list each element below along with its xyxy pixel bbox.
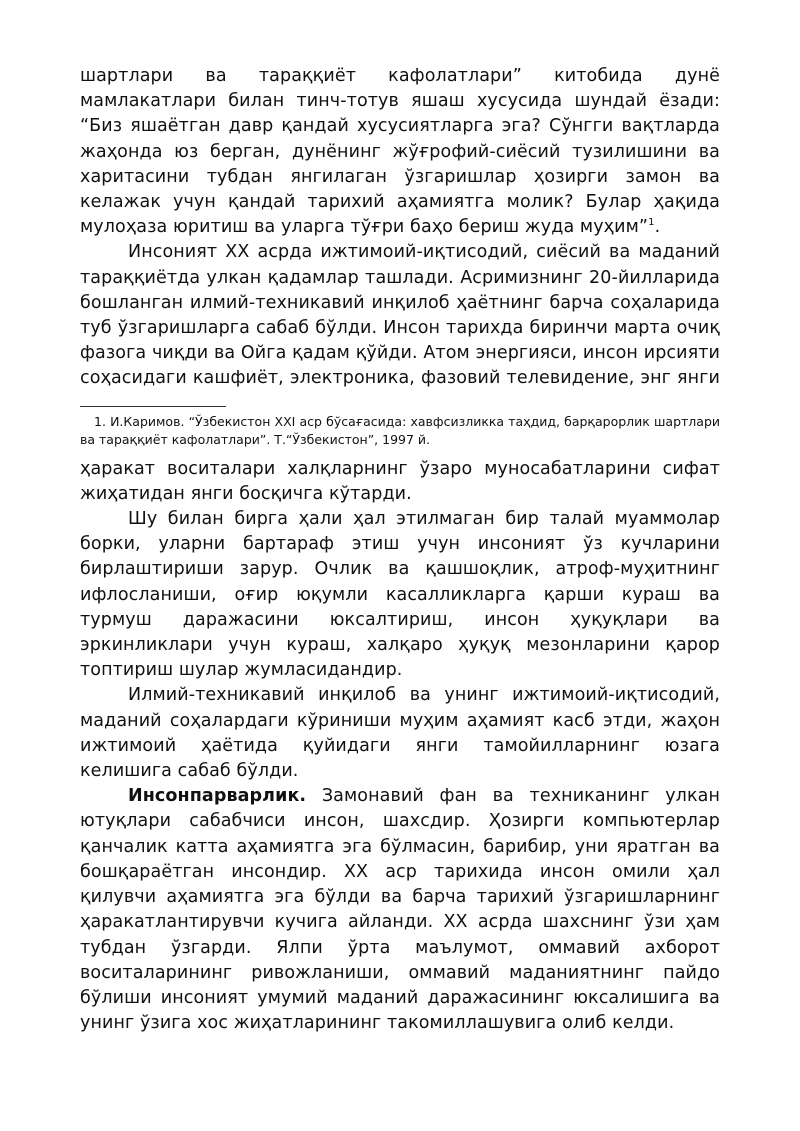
paragraph-humanism-text: Замонавий фан ва техниканинг улкан ютуқлари сабабчиси инсон, шахсдир. Ҳозирги компьютерлар қанчалик катта аҳамиятга эга бўлмасин, барибир, уни яратган ва бошқараётган инсондир. XX аср тарихида инсон омили ҳал қилувчи аҳамиятга эга бўлди ва барча тарихий ўзгаришларнинг ҳаракатлантирувчи кучига айланди. XX асрда шахснинг ўзи ҳам тубдан ўзгарди. Ялпи ўрта маълумот, оммавий ахборот воситаларининг ривожланиши, оммавий маданиятнинг пайдо бўлиши инсоният умумий маданий даражасининг юксалишига ва унинг ўзига хос жиҳатларининг такомиллашувига олиб келди. bbox=[80, 786, 720, 1034]
paragraph-humanism bbox=[80, 784, 720, 1036]
footnote-text: 1. И.Каримов. “Ўзбекистон XXI аср бўсағасида: хавфсизликка таҳдид, барқарорлик шартлари ва тараққиёт кафолатлари”. Т.“Ўзбекистон”, 1997 й. bbox=[80, 413, 720, 447]
footnote-reference[interactable]: 1 bbox=[648, 217, 655, 229]
paragraph-continuation: ҳаракат воситалари халқларнинг ўзаро муносабатларини сифат жиҳатидан янги босқичга кўтарди. bbox=[80, 458, 720, 504]
footnote-separator bbox=[80, 406, 226, 407]
paragraph-problems: Шу билан бирга ҳали ҳал этилмаган бир талай муаммолар борки, уларни бартараф этиш учун инсоният ўз кучларини бирлаштириши зарур. Очлик ва қашшоқлик, атроф-муҳитнинг ифлосланиши, оғир юқумли касалликларга қарши кураш ва турмуш даражасини юксалтириш, инсон ҳуқуқлари ва эркинликлари учун кураш, халқаро ҳуқуқ мезонларини қарор топтириш шулар жумласидандир. bbox=[80, 509, 720, 681]
section-heading-humanism: Инсонпарварлик. bbox=[128, 786, 307, 807]
paragraph-quote-end: . bbox=[654, 217, 661, 238]
paragraph-quote-text: шартлари ва тараққиёт кафолатлари” китобида дунё мамлакатлари билан тинч-тотув яшаш хусусида шундай ёзади: “Биз яшаётган давр қандай хусусиятларга эга? Сўнгги вақтларда жаҳонда юз берган, дунёнинг жўғрофий-сиёсий тузилишини ва харитасини тубдан янгилаган ўзгаришлар ҳозирги замон ва келажак учун қандай тарихий аҳамиятга молик? Булар ҳақида мулоҳаза юритиш ва уларга тўғри баҳо бериш жуда муҳим” bbox=[80, 66, 720, 238]
paragraph-revolution: Илмий-техникавий инқилоб ва унинг ижтимоий-иқтисодий, маданий соҳалардаги кўриниши муҳим аҳамият касб этди, жаҳон ижтимоий ҳаётида қуйидаги янги тамойилларнинг юзага келишига сабаб бўлди. bbox=[80, 685, 720, 782]
paragraph-quote bbox=[80, 64, 720, 240]
document-page bbox=[80, 64, 720, 1036]
paragraph-twentieth-century: Инсоният XX асрда ижтимоий-иқтисодий, сиёсий ва маданий тараққиётда улкан қадамлар ташлади. Асримизнинг 20-йилларида бошланган илмий-техникавий инқилоб ҳаётнинг барча соҳаларида туб ўзгаришларга сабаб бўлди. Инсон тарихда биринчи марта очиқ фазога чиқди ва Ойга қадам қўйди. Атом энергияси, инсон ирсияти соҳасидаги кашфиёт, электроника, фазовий телевидение, энг янги bbox=[80, 242, 720, 389]
